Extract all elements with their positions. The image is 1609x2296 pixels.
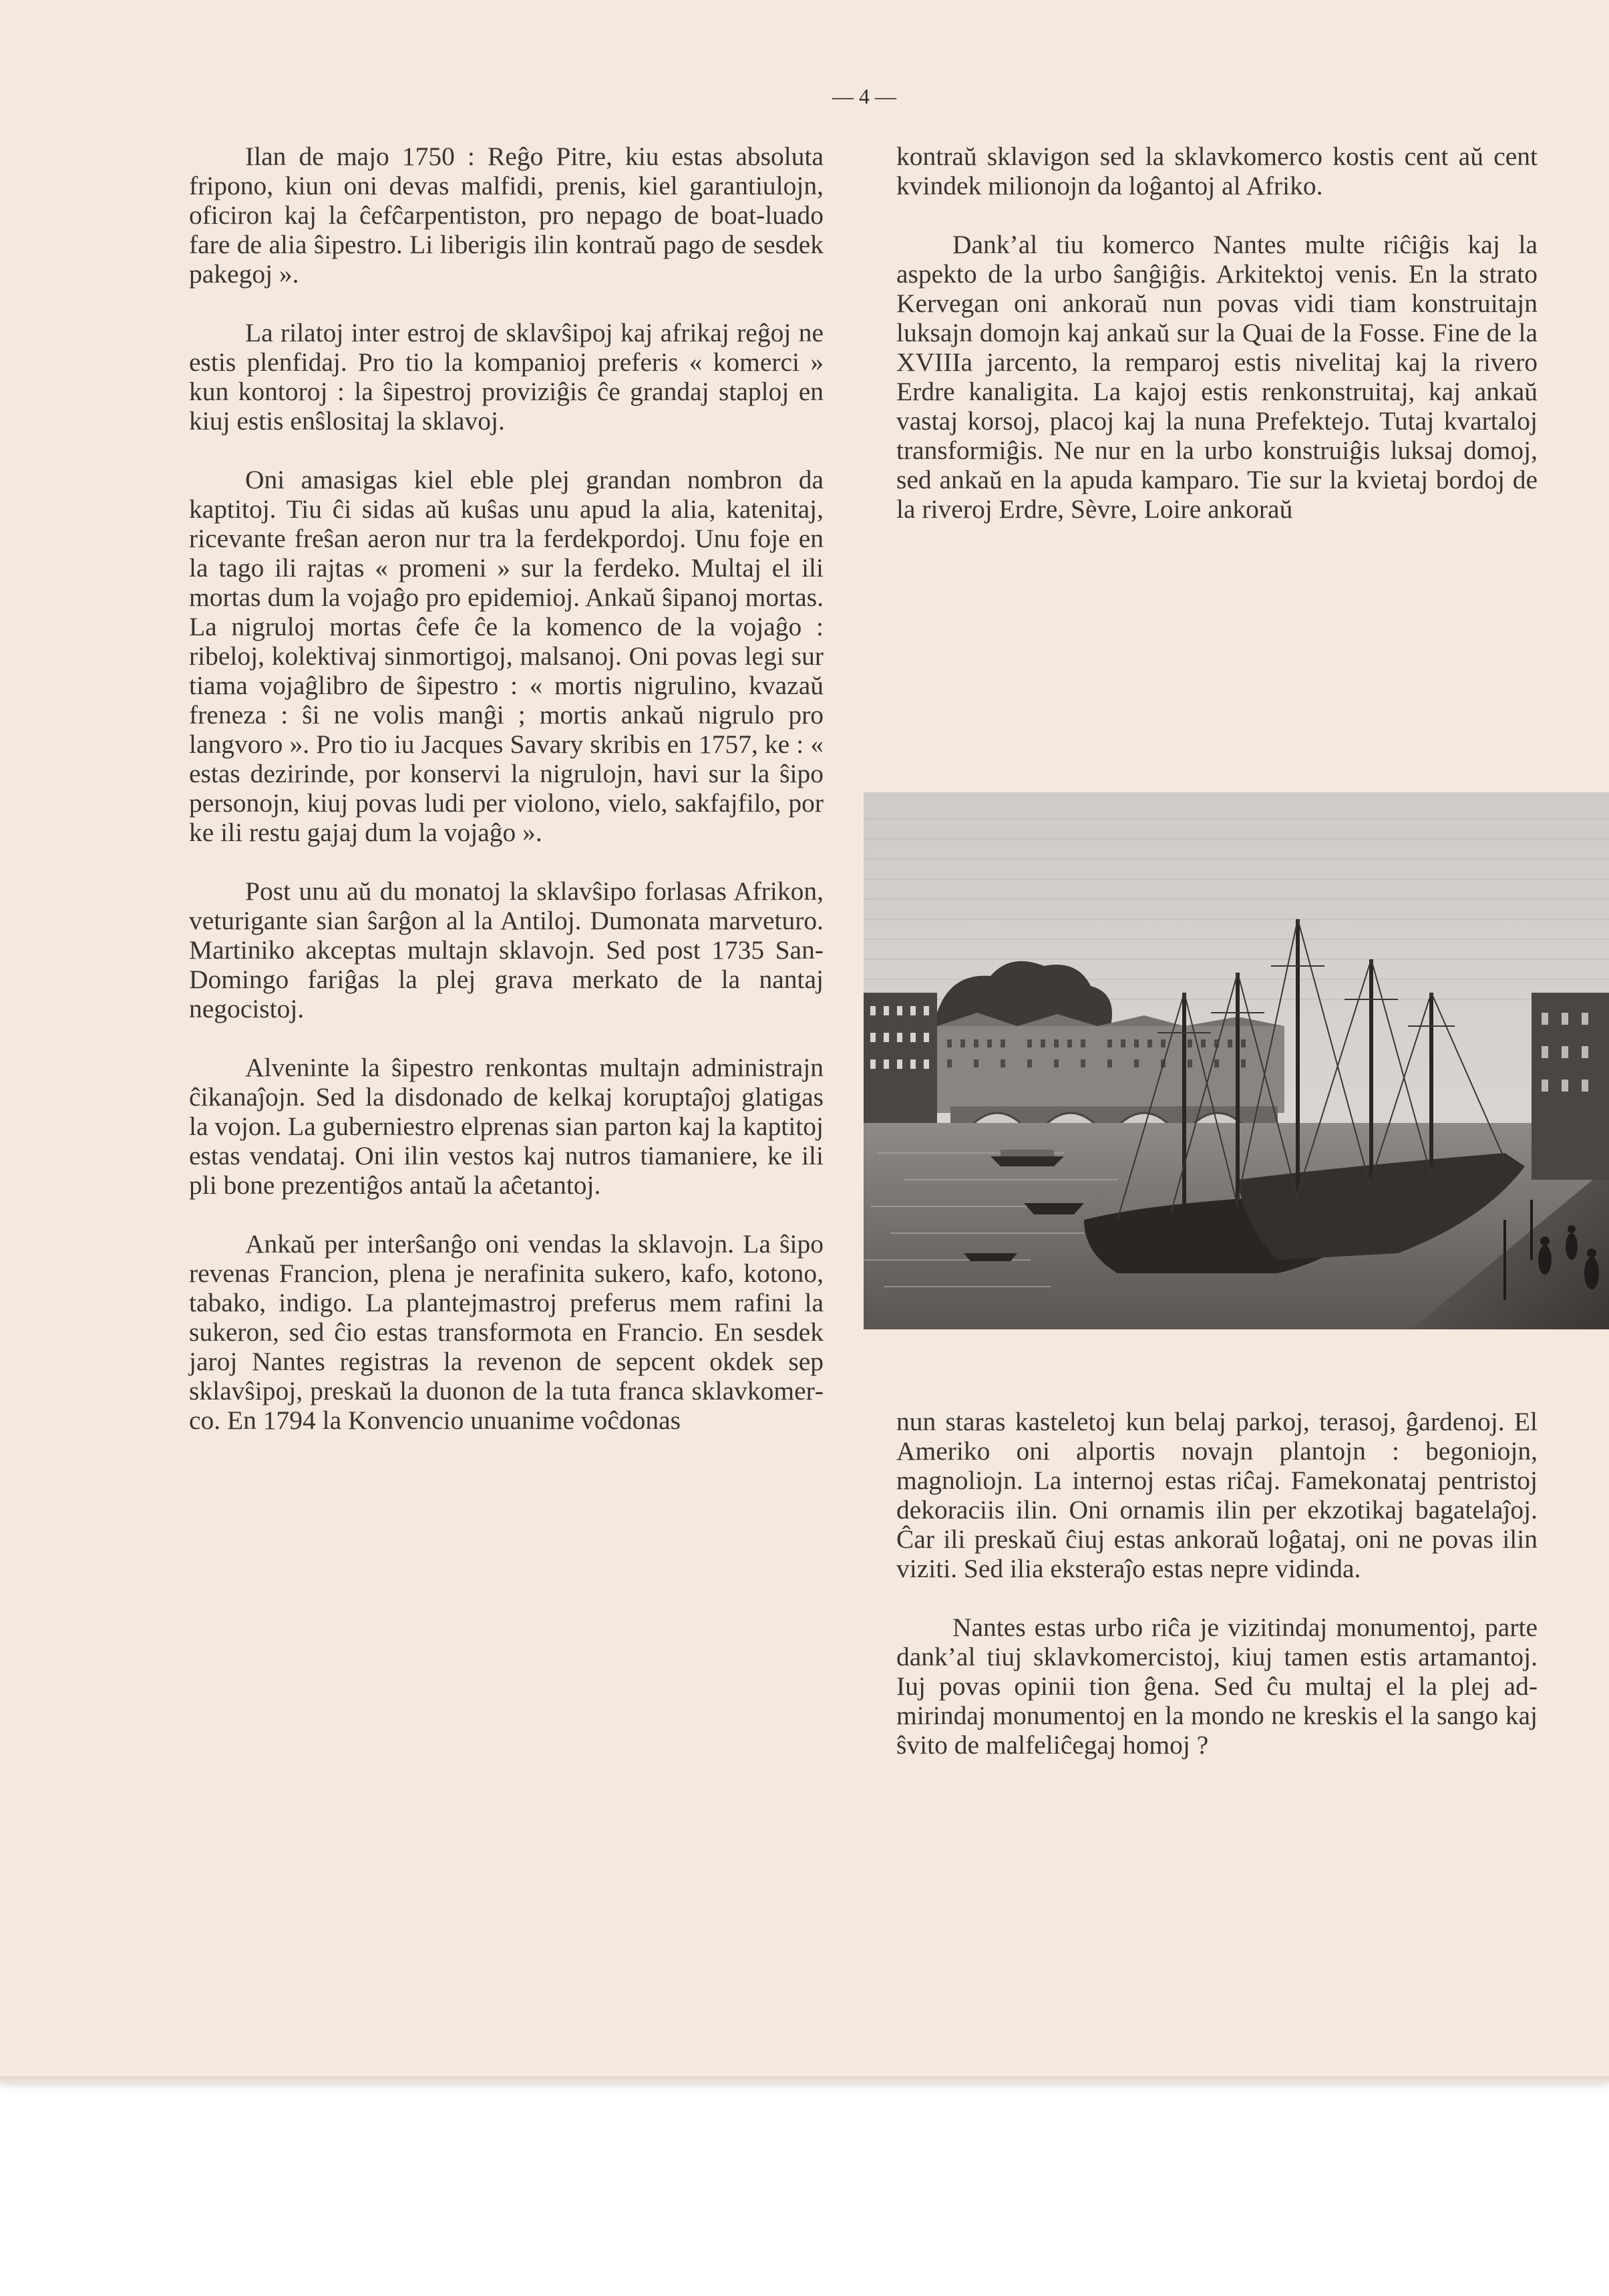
left-text-column [189,142,824,1435]
paragraph: Ilan de majo 1750 : Reĝo Pitre, kiu estas absoluta fripono, kiun oni devas malfidi, prenis, kiel garantiulojn, oficiron kaj la ĉefĉarpentiston, pro nepago de boat-luado fare de alia ŝipestro. Li liberigis ilin kontraŭ pago de sesdek pakegoj ». [189,142,824,289]
paragraph: Post unu aŭ du monatoj la sklavŝipo forlasas Afrikon, veturigante sian ŝarĝon al la Antiloj. Dumonata marveturo. Martiniko akceptas multajn sklavojn. Sed post 1735 San-Domingo fariĝas la plej grava merkato de la nantaj negocistoj. [189,876,824,1023]
page-number: — 4 — [832,84,896,108]
paragraph: kontraŭ sklavigon sed la sklavkomerco kostis cent aŭ cent kvindek milionojn da loĝantoj al Afriko. [896,142,1538,200]
paragraph: Nantes estas urbo riĉa je vizitindaj monumentoj, parte dank’al tiuj sklavkomercistoj, kiuj tamen estis artamantoj. Iuj povas opinii tion ĝena. Sed ĉu multaj el la plej admirindaj monumentoj en la mondo ne kreskis el la sango kaj ŝvito de malfeliĉegaj homoj ? [896,1613,1538,1760]
paragraph: Ankaŭ per interŝanĝo oni vendas la sklavojn. La ŝipo revenas Francion, plena je nerafinita sukero, kafo, kotono, tabako, indigo. La plantejmastroj preferus mem rafini la sukeron, sed ĉio estas transformota en Francio. En sesdek jaroj Nantes registras la revenon de sepcent okdek sep sklavŝipoj, preskaŭ la duonon de la tuta franca sklavkomerco. En 1794 la Konvencio unuanime voĉdonas [189,1229,824,1435]
paragraph: Oni amasigas kiel eble plej grandan nombron da kaptitoj. Tiu ĉi sidas aŭ kuŝas unu apud la alia, katenitaj, ricevante freŝan aeron nur tra la ferdekpordoj. Unu foje en la tago ili rajtas « promeni » sur la ferdeko. Multaj el ili mortas dum la vojaĝo pro epidemioj. Ankaŭ ŝipanoj mortas. La nigruloj mortas ĉefe ĉe la komenco de la vojaĝo : ribeloj, kolektivaj sinmortigoj, malsanoj. Oni povas legi sur tiama vojaĝlibro de ŝipestro : « mortis nigrulino, kvazaŭ freneza : ŝi ne volis manĝi ; mortis ankaŭ nigrulo pro langvoro ». Pro tio iu Jacques Savary skribis en 1757, ke : « estas dezirinde, por konservi la nigrulojn, havi sur la ŝipo personojn, kiuj povas ludi per violono, vielo, sakfajfilo, por ke ili restu gajaj dum la vojaĝo ». [189,465,824,847]
paper-edge-shadow [0,2076,1609,2083]
paragraph: La rilatoj inter estroj de sklavŝipoj kaj afrikaj reĝoj ne estis plenfidaj. Pro tio la kompanioj preferis « komerci » kun kontoroj : la ŝipestroj proviziĝis ĉe grandaj staploj en kiuj estis enŝlositaj la sklavoj. [189,318,824,436]
right-text-column-top [896,142,1538,524]
paragraph: nun staras kasteletoj kun belaj parkoj, terasoj, ĝardenoj. El Ameriko oni alportis novajn plantojn : begoniojn, magnoliojn. La internoj estas riĉaj. Famekonataj pentristoj dekoraciis ilin. Oni ornamis ilin per ekzotikaj bagatelaĵoj. Ĉar ili preskaŭ ĉiuj estas ankoraŭ loĝataj, oni ne povas ilin viziti. Sed ilia eksteraĵo estas nepre vidinda. [896,1407,1538,1583]
paragraph: Alveninte la ŝipestro renkontas multajn administrajn ĉikanaĵojn. Sed la disdonado de kelkaj koruptaĵoj glatigas la vojon. La guberniestro elprenas sian parton kaj la kaptitoj estas vendataj. Oni ilin vestos kaj nutros tiamaniere, ke ili pli bone prezentiĝos antaŭ la aĉetantoj. [189,1053,824,1200]
harbor-engraving-illustration [864,792,1609,1329]
right-text-column-bottom [896,1407,1538,1760]
paragraph: Dank’al tiu komerco Nantes multe riĉiĝis kaj la aspekto de la urbo ŝanĝiĝis. Arkitektoj venis. En la strato Kervegan oni ankoraŭ nun povas vidi tiam konstruitajn luksajn domojn kaj ankaŭ sur la Quai de la Fosse. Fine de la XVIIIa jarcento, la remparoj estis nivelitaj kaj la rivero Erdre kanaligita. La kajoj estis renkonstruitaj, kaj ankaŭ vastaj korsoj, placoj kaj la nuna Prefektejo. Tutaj kvartaloj transformiĝis. Ne nur en la urbo konstruiĝis luksaj domoj, sed ankaŭ en la apuda kamparo. Tie sur la kvietaj bordoj de la riveroj Erdre, Sèvre, Loire ankoraŭ [896,230,1538,524]
